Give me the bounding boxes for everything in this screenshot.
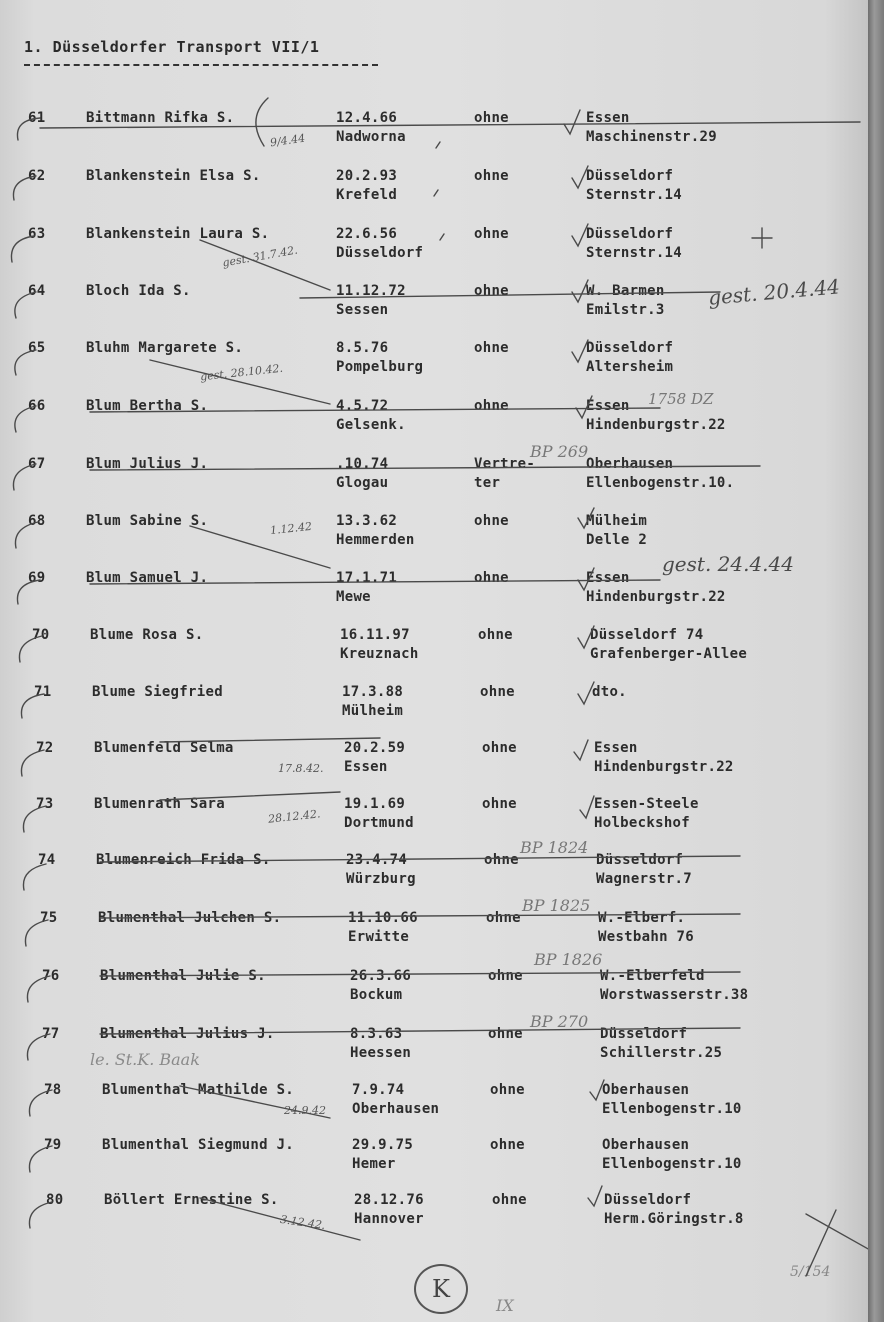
entry-birthdate: 20.2.93 xyxy=(336,168,398,184)
list-item xyxy=(6,684,874,741)
entry-address-city: W.-Elberf. xyxy=(598,910,686,926)
annotation-gest-68: 1.12.42 xyxy=(269,519,313,538)
entry-birthdate: 22.6.56 xyxy=(336,226,398,242)
annotation-gest-63: gest. 31.7.42. xyxy=(221,243,299,270)
list-item xyxy=(4,627,872,684)
entry-occupation: ohne xyxy=(474,110,509,126)
entry-address-street: Delle 2 xyxy=(586,532,648,548)
entry-number: 78 xyxy=(44,1082,62,1098)
entry-occupation: ohne xyxy=(484,852,519,868)
entry-birthplace: Kreuznach xyxy=(340,646,419,662)
list-item xyxy=(10,852,878,909)
entry-birthdate: 11.12.72 xyxy=(336,283,406,299)
entry-address-street: Wagnerstr.7 xyxy=(596,871,693,887)
entry-address-city: dto. xyxy=(592,684,627,700)
entry-name: Blum Julius J. xyxy=(86,456,209,472)
entry-occupation: ohne xyxy=(474,226,509,242)
entry-address-street: Maschinenstr.29 xyxy=(586,129,717,145)
entry-name: Blum Sabine S. xyxy=(86,513,209,529)
entry-birthplace: Düsseldorf xyxy=(336,245,424,261)
entry-number: 77 xyxy=(42,1026,60,1042)
entry-occupation: ohne xyxy=(474,168,509,184)
entry-address-city: Essen-Steele xyxy=(594,796,699,812)
list-item xyxy=(8,796,876,853)
entry-name: Blumenrath Sara xyxy=(94,796,225,812)
entry-birthdate: 28.12.76 xyxy=(354,1192,424,1208)
entry-occupation: ohne xyxy=(480,684,515,700)
entry-name: Blankenstein Elsa S. xyxy=(86,168,261,184)
entry-address-city: Oberhausen xyxy=(586,456,674,472)
annotation-bottom-note: IX xyxy=(496,1296,514,1315)
entry-birthdate: 17.3.88 xyxy=(342,684,404,700)
entry-address-street: Westbahn 76 xyxy=(598,929,695,945)
entry-birthdate: 20.2.59 xyxy=(344,740,406,756)
entry-birthplace: Nadworna xyxy=(336,129,406,145)
entry-birthplace: Gelsenk. xyxy=(336,417,406,433)
entry-name: Blumenthal Siegmund J. xyxy=(102,1137,295,1153)
entry-birthplace: Bockum xyxy=(350,987,403,1003)
entry-occupation: Vertre- xyxy=(474,456,536,472)
entry-address-street: Ellenbogenstr.10 xyxy=(602,1156,742,1172)
entry-address-street: Herm.Göringstr.8 xyxy=(604,1211,744,1227)
entry-number: 61 xyxy=(28,110,46,126)
entry-birthplace: Heessen xyxy=(350,1045,412,1061)
annotation-gest-73: 28.12.42. xyxy=(267,807,322,826)
entry-birthplace: Hemer xyxy=(352,1156,396,1172)
entry-birthplace: Sessen xyxy=(336,302,389,318)
entry-occupation: ohne xyxy=(490,1137,525,1153)
entry-address-city: Düsseldorf xyxy=(604,1192,692,1208)
entry-number: 69 xyxy=(28,570,46,586)
entry-birthdate: 12.4.66 xyxy=(336,110,398,126)
entry-number: 66 xyxy=(28,398,46,414)
title-underline xyxy=(24,64,378,66)
entry-occupation-cont: ter xyxy=(474,475,501,491)
entry-birthdate: 16.11.97 xyxy=(340,627,410,643)
entry-address-city: Düsseldorf xyxy=(596,852,684,868)
list-item xyxy=(16,1082,884,1139)
entry-birthdate: 17.1.71 xyxy=(336,570,398,586)
entry-address-street: Ellenbogenstr.10 xyxy=(602,1101,742,1117)
list-item xyxy=(12,910,880,967)
entry-address-city: Düsseldorf 74 xyxy=(590,627,704,643)
entry-name: Blum Bertha S. xyxy=(86,398,209,414)
entry-birthplace: Mülheim xyxy=(342,703,404,719)
annotation-bp-67: BP 269 xyxy=(530,442,589,461)
entry-number: 68 xyxy=(28,513,46,529)
entry-address-city: Essen xyxy=(586,110,630,126)
entry-number: 72 xyxy=(36,740,54,756)
entry-number: 71 xyxy=(34,684,52,700)
list-item xyxy=(0,398,868,455)
annotation-code-66: 1758 DZ xyxy=(648,390,714,408)
list-item xyxy=(16,1137,884,1194)
entry-name: Bloch Ida S. xyxy=(86,283,191,299)
entry-address-street: Hindenburgstr.22 xyxy=(594,759,734,775)
annotation-gest-78: 24.9.42 xyxy=(284,1104,326,1117)
entry-address-city: Düsseldorf xyxy=(586,226,674,242)
annotation-page-note: 5/154 xyxy=(790,1264,831,1280)
entry-number: 80 xyxy=(46,1192,64,1208)
annotation-gest-69: gest. 24.4.44 xyxy=(662,552,794,576)
annotation-gest-64: gest. 20.4.44 xyxy=(707,274,841,310)
entry-name: Blumenreich Frida S. xyxy=(96,852,271,868)
entry-number: 75 xyxy=(40,910,58,926)
entry-address-city: Düsseldorf xyxy=(586,340,674,356)
entry-birthplace: Dortmund xyxy=(344,815,414,831)
entry-birthdate: 7.9.74 xyxy=(352,1082,405,1098)
entry-address-street: Sternstr.14 xyxy=(586,245,683,261)
entry-occupation: ohne xyxy=(474,283,509,299)
entry-occupation: ohne xyxy=(488,1026,523,1042)
entry-name: Blumenthal Julie S. xyxy=(100,968,266,984)
entry-occupation: ohne xyxy=(482,740,517,756)
entry-name: Böllert Ernestine S. xyxy=(104,1192,279,1208)
entry-address-street: Hindenburgstr.22 xyxy=(586,589,726,605)
entry-number: 70 xyxy=(32,627,50,643)
entry-number: 79 xyxy=(44,1137,62,1153)
list-item xyxy=(0,456,868,513)
entry-birthdate: 23.4.74 xyxy=(346,852,408,868)
entry-number: 64 xyxy=(28,283,46,299)
entry-address-city: Essen xyxy=(586,398,630,414)
list-item xyxy=(18,1192,884,1249)
circled-stamp: K xyxy=(414,1264,468,1314)
list-item xyxy=(0,110,868,167)
list-item xyxy=(8,740,876,797)
entry-address-street: Ellenbogenstr.10. xyxy=(586,475,735,491)
annotation-bp-74: BP 1824 xyxy=(520,838,589,857)
entry-occupation: ohne xyxy=(486,910,521,926)
entry-birthplace: Krefeld xyxy=(336,187,398,203)
entry-address-street: Sternstr.14 xyxy=(586,187,683,203)
entry-name: Blumenthal Julchen S. xyxy=(98,910,282,926)
entry-address-city: Oberhausen xyxy=(602,1137,690,1153)
entry-birthdate: 19.1.69 xyxy=(344,796,406,812)
entry-number: 65 xyxy=(28,340,46,356)
entry-address-street: Worstwasserstr.38 xyxy=(600,987,749,1003)
annotation-bp-76: BP 1826 xyxy=(534,950,603,969)
annotation-bp-75: BP 1825 xyxy=(522,896,591,915)
entry-address-city: Essen xyxy=(586,570,630,586)
entry-number: 74 xyxy=(38,852,56,868)
entry-birthplace: Essen xyxy=(344,759,388,775)
entry-name: Blankenstein Laura S. xyxy=(86,226,270,242)
entry-name: Blumenthal Julius J. xyxy=(100,1026,275,1042)
entry-address-street: Emilstr.3 xyxy=(586,302,665,318)
annotation-gest-72: 17.8.42. xyxy=(278,762,324,775)
list-item xyxy=(0,340,868,397)
entry-occupation: ohne xyxy=(490,1082,525,1098)
list-item xyxy=(0,570,868,627)
entry-birthdate: 26.3.66 xyxy=(350,968,412,984)
entry-birthdate: 29.9.75 xyxy=(352,1137,414,1153)
annotation-bp-77: BP 270 xyxy=(530,1012,589,1031)
entry-birthplace: Hemmerden xyxy=(336,532,415,548)
entry-occupation: ohne xyxy=(474,340,509,356)
entry-name: Bluhm Margarete S. xyxy=(86,340,244,356)
entry-address-city: Düsseldorf xyxy=(586,168,674,184)
entry-number: 76 xyxy=(42,968,60,984)
entry-name: Blum Samuel J. xyxy=(86,570,209,586)
entry-address-city: Oberhausen xyxy=(602,1082,690,1098)
entry-address-street: Altersheim xyxy=(586,359,674,375)
entry-number: 62 xyxy=(28,168,46,184)
entry-address-city: Düsseldorf xyxy=(600,1026,688,1042)
entry-occupation: ohne xyxy=(482,796,517,812)
entry-occupation: ohne xyxy=(492,1192,527,1208)
entry-name: Bittmann Rifka S. xyxy=(86,110,235,126)
entry-address-street: Schillerstr.25 xyxy=(600,1045,723,1061)
entry-birthplace: Mewe xyxy=(336,589,371,605)
list-item xyxy=(0,226,868,283)
entry-address-city: Essen xyxy=(594,740,638,756)
annotation-gest-61: 9/4.44 xyxy=(269,131,306,150)
entry-name: Blumenfeld Selma xyxy=(94,740,234,756)
entry-address-street: Holbeckshof xyxy=(594,815,691,831)
entry-birthdate: 11.10.66 xyxy=(348,910,418,926)
entry-number: 73 xyxy=(36,796,54,812)
annotation-gest-65: gest. 28.10.42. xyxy=(199,361,284,384)
entry-name: Blumenthal Mathilde S. xyxy=(102,1082,295,1098)
entry-address-city: W. Barmen xyxy=(586,283,665,299)
entry-occupation: ohne xyxy=(488,968,523,984)
entry-birthplace: Hannover xyxy=(354,1211,424,1227)
entry-occupation: ohne xyxy=(478,627,513,643)
entry-occupation: ohne xyxy=(474,513,509,529)
entry-address-city: W.-Elberfeld xyxy=(600,968,705,984)
document-title: 1. Düsseldorfer Transport VII/1 xyxy=(24,38,320,56)
annotation-note-77: le. St.K. Baak xyxy=(90,1050,200,1069)
entry-birthdate: 13.3.62 xyxy=(336,513,398,529)
entry-birthdate: 4.5.72 xyxy=(336,398,389,414)
entry-number: 63 xyxy=(28,226,46,242)
entry-birthplace: Würzburg xyxy=(346,871,416,887)
entry-occupation: ohne xyxy=(474,570,509,586)
entry-address-city: Mülheim xyxy=(586,513,648,529)
entry-occupation: ohne xyxy=(474,398,509,414)
scanner-edge xyxy=(868,0,884,1322)
list-item xyxy=(14,968,882,1025)
entry-birthplace: Pompelburg xyxy=(336,359,424,375)
entry-birthdate: 8.5.76 xyxy=(336,340,389,356)
entry-birthplace: Erwitte xyxy=(348,929,410,945)
entry-name: Blume Rosa S. xyxy=(90,627,204,643)
entry-number: 67 xyxy=(28,456,46,472)
entry-birthplace: Glogau xyxy=(336,475,389,491)
entry-name: Blume Siegfried xyxy=(92,684,223,700)
entry-address-street: Hindenburgstr.22 xyxy=(586,417,726,433)
entry-birthplace: Oberhausen xyxy=(352,1101,440,1117)
entry-address-street: Grafenberger-Allee xyxy=(590,646,748,662)
entry-birthdate: 8.3.63 xyxy=(350,1026,403,1042)
entry-birthdate: .10.74 xyxy=(336,456,389,472)
list-item xyxy=(0,168,868,225)
annotation-gest-80: 3.12.42. xyxy=(279,1212,327,1233)
